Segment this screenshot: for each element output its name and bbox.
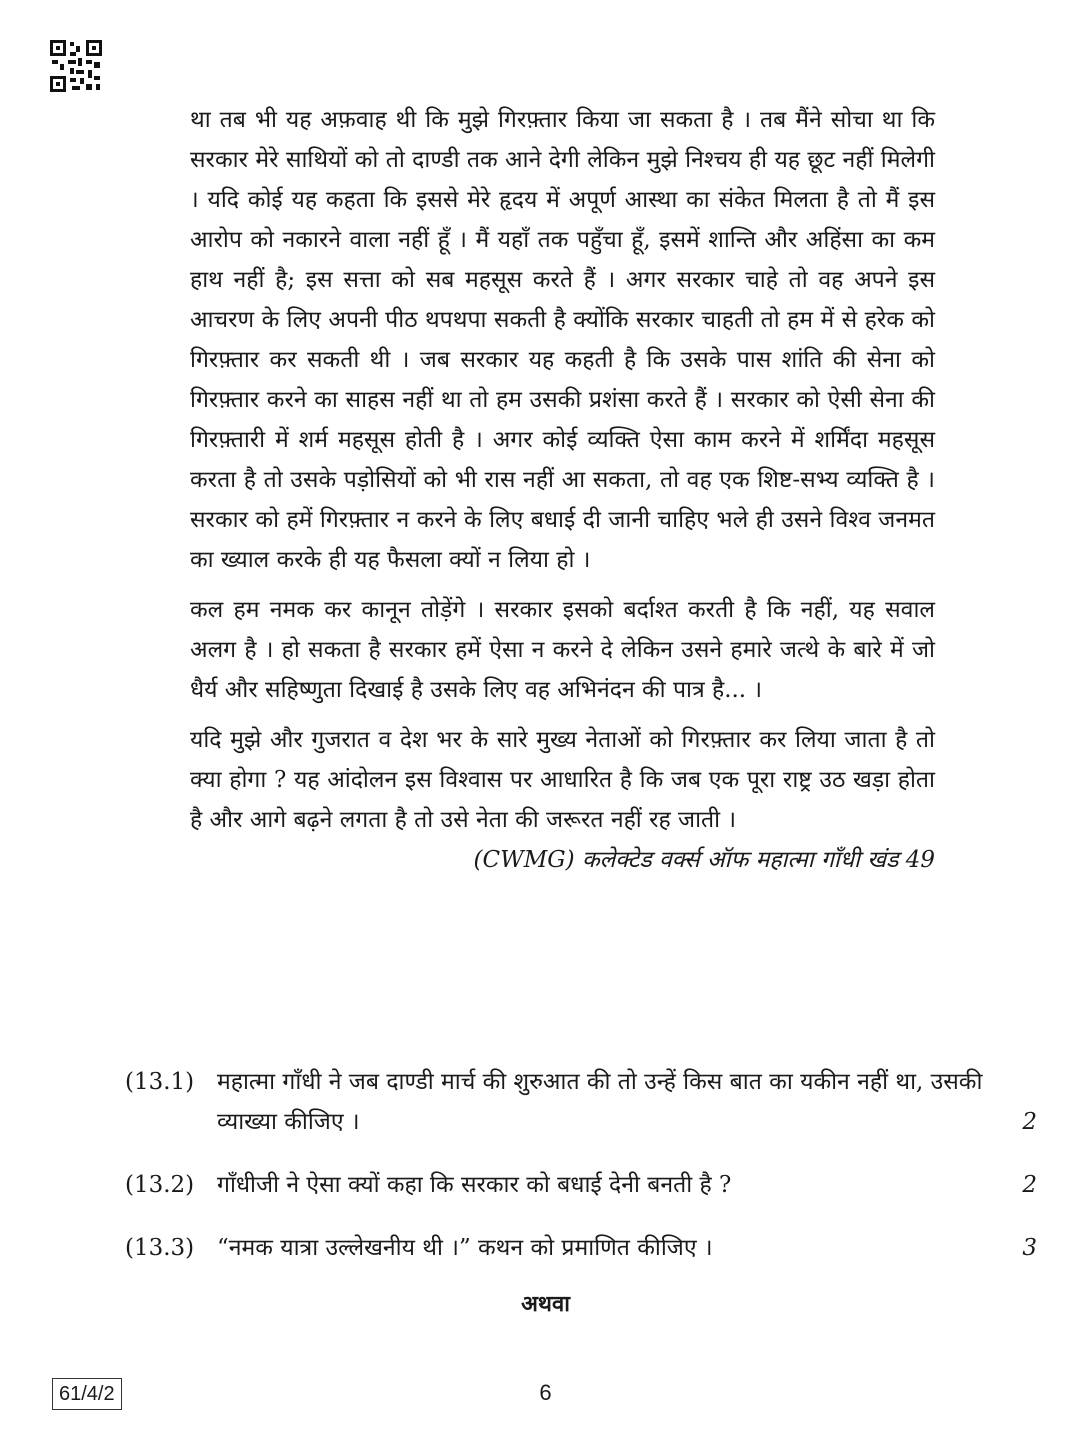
paper-code-box: 61/4/2	[52, 1378, 122, 1410]
question-marks: 2	[1022, 1172, 1037, 1198]
passage-paragraph-text: यदि मुझे और गुजरात व देश भर के सारे मुख्य नेताओं को गिरफ़्तार कर लिया जाता है तो क्या होगा ? यह आंदोलन इस विश्वास पर आधारित है कि जब एक पूरा राष्ट्र उठ खड़ा होता है और आगे बढ़ने लगता है तो उसे नेता की जरूरत नहीं रह जाती ।	[190, 727, 935, 833]
question-number: (13.1)	[125, 1069, 195, 1095]
question-list	[125, 1062, 1037, 1291]
passage-paragraph: था तब भी यह अफ़वाह थी कि मुझे गिरफ़्तार किया जा सकता है । तब मैंने सोचा था कि सरकार मेरे साथियों को तो दाण्डी तक आने देगी लेकिन मुझे निश्चय ही यह छूट नहीं मिलेगी । यदि कोई यह कहता कि इससे मेरे हृदय में अपूर्ण आस्था का संकेत मिलता है तो मैं इस आरोप को नकारने वाला नहीं हूँ । मैं यहाँ तक पहुँचा हूँ, इसमें शान्ति और अहिंसा का कम हाथ नहीं है; इस सत्ता को सब महसूस करते हैं । अगर सरकार चाहे तो वह अपने इस आचरण के लिए अपनी पीठ थपथपा सकती है क्योंकि सरकार चाहती तो हम में से हरेक को गिरफ़्तार कर सकती थी । जब सरकार यह कहती है कि उसके पास शांति की सेना को गिरफ़्तार करने का साहस नहीं था तो हम उसकी प्रशंसा करते हैं । सरकार को ऐसी सेना की गिरफ़्तारी में शर्म महसूस होती है । अगर कोई व्यक्ति ऐसा काम करने में शर्मिंदा महसूस करता है तो उसके पड़ोसियों को भी रास नहीं आ सकता, तो वह एक शिष्ट-सभ्य व्यक्ति है । सरकार को हमें गिरफ़्तार न करने के लिए बधाई दी जानी चाहिए भले ही उसने विश्व जनमत का ख्याल करके ही यह फैसला क्यों न लिया हो ।	[190, 107, 935, 573]
question-number: (13.3)	[125, 1235, 195, 1261]
question-text: “नमक यात्रा उल्लेखनीय थी ।” कथन को प्रमाणित कीजिए ।	[217, 1235, 713, 1261]
question-item	[125, 1228, 1037, 1268]
or-divider: अथवा	[521, 1291, 570, 1317]
page-number: 6	[539, 1380, 552, 1405]
qr-code-icon	[50, 40, 102, 92]
source-passage	[190, 100, 935, 880]
question-marks: 2	[1022, 1109, 1037, 1135]
question-text: महात्मा गाँधी ने जब दाण्डी मार्च की शुरुआत की तो उन्हें किस बात का यकीन नहीं था, उसकी व्याख्या कीजिए ।	[217, 1069, 983, 1135]
question-item	[125, 1165, 1037, 1205]
passage-paragraph	[190, 720, 935, 873]
passage-source-citation: (CWMG) कलेक्टेड वर्क्स ऑफ महात्मा गाँधी खंड 49	[473, 847, 935, 873]
question-marks: 3	[1022, 1235, 1037, 1261]
question-number: (13.2)	[125, 1172, 195, 1198]
question-item	[125, 1062, 1037, 1142]
question-text: गाँधीजी ने ऐसा क्यों कहा कि सरकार को बधाई देनी बनती है ?	[217, 1172, 732, 1198]
passage-paragraph: कल हम नमक कर कानून तोड़ेंगे । सरकार इसको बर्दाश्त करती है कि नहीं, यह सवाल अलग है । हो सकता है सरकार हमें ऐसा न करने दे लेकिन उसने हमारे जत्थे के बारे में जो धैर्य और सहिष्णुता दिखाई है उसके लिए वह अभिनंदन की पात्र है... ।	[190, 597, 935, 703]
